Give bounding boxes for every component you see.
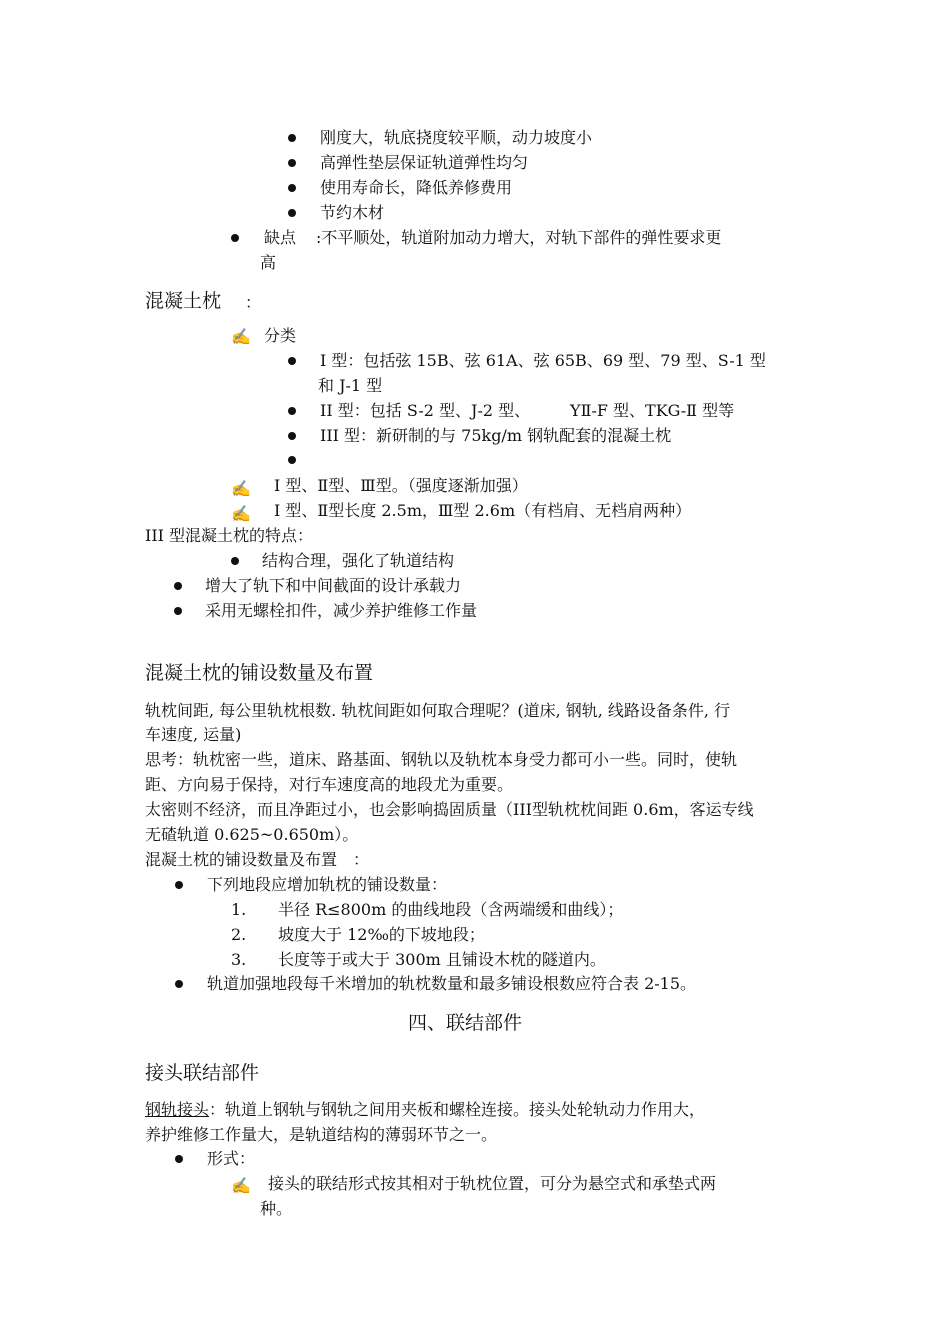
- list-number: 1.: [231, 900, 247, 919]
- paragraph: [145, 1099, 705, 1121]
- note-length: Ⅰ 型、Ⅱ型长度 2.5m，Ⅲ型 2.6m（有档肩、无档肩两种）: [274, 501, 692, 520]
- bullet: [175, 980, 183, 988]
- bullet: [174, 582, 182, 590]
- pen-icon: ✍: [231, 504, 251, 523]
- list-item: 节约木材: [320, 203, 385, 222]
- bullet: [288, 357, 296, 365]
- list-item: 接头的联结形式按其相对于轨枕位置，可分为悬空式和承垫式两: [268, 1174, 717, 1193]
- paragraph: 无碴轨道 0.625~0.650m）。: [145, 825, 359, 844]
- list-item: I 型：包括弦 15B、弦 61A、弦 65B、69 型、79 型、S-1 型: [320, 351, 766, 370]
- chapter-heading: 四、联结部件: [408, 1012, 523, 1034]
- bullet: [175, 1155, 183, 1163]
- list-item: 刚度大，轨底挠度较平顺，动力坡度小: [320, 128, 593, 147]
- list-item: 形式：: [207, 1149, 256, 1168]
- list-item-cont: 和 J-1 型: [318, 376, 383, 395]
- bullet: [288, 407, 296, 415]
- pen-icon: ✍: [231, 479, 251, 498]
- list-item-cont: 种。: [260, 1199, 293, 1218]
- list-item: 增大了轨下和中间截面的设计承载力: [205, 576, 462, 595]
- list-number: 2.: [231, 925, 247, 944]
- paragraph: 思考：轨枕密一些，道床、路基面、钢轨以及轨枕本身受力都可小一些。同时，使轨: [145, 750, 738, 769]
- bullet: [174, 607, 182, 615]
- classify-label: 分类: [264, 326, 297, 345]
- bullet: [288, 456, 296, 464]
- paragraph: 车速度, 运量): [145, 725, 242, 744]
- disadv-text-cont: 高: [260, 253, 277, 272]
- list-item: 坡度大于 12‰的下坡地段；: [278, 925, 485, 944]
- list-item: 长度等于或大于 300m 且铺设木枕的隧道内。: [278, 950, 606, 969]
- bullet: [288, 134, 296, 142]
- section-heading: 混凝土枕: [145, 290, 222, 312]
- list-number: 3.: [231, 950, 247, 969]
- list-item: 高弹性垫层保证轨道弹性均匀: [320, 153, 529, 172]
- list-item: III 型：新研制的与 75kg/m 钢轨配套的混凝土枕: [320, 426, 672, 445]
- paragraph: 养护维修工作量大，是轨道结构的薄弱环节之一。: [145, 1125, 498, 1144]
- bullet: [175, 881, 183, 889]
- paragraph: 太密则不经济，而且净距过小，也会影响捣固质量（III型轨枕枕间距 0.6m，客运专线: [145, 800, 754, 819]
- paragraph: III 型混凝土枕的特点：: [145, 526, 314, 545]
- paragraph: 混凝土枕的铺设数量及布置 ：: [145, 850, 370, 869]
- bullet: [231, 557, 239, 565]
- section-heading: 混凝土枕的铺设数量及布置: [145, 662, 374, 684]
- disadv-label: 缺点: [264, 228, 297, 247]
- list-item: 使用寿命长，降低养修费用: [320, 178, 513, 197]
- bullet: [288, 209, 296, 217]
- disadv-text: :不平顺处，轨道附加动力增大，对轨下部件的弹性要求更: [316, 228, 722, 247]
- note-strength: Ⅰ 型、Ⅱ型、Ⅲ型。（强度逐渐加强）: [274, 476, 528, 495]
- list-item: 采用无螺栓扣件，减少养护维修工作量: [205, 601, 478, 620]
- term-definition: ：轨道上钢轨与钢轨之间用夹板和螺栓连接。接头处轮轨动力作用大，: [209, 1100, 706, 1119]
- paragraph: 轨枕间距, 每公里轨枕根数. 轨枕间距如何取合理呢？(道床, 钢轨, 线路设备条件, 行: [145, 701, 731, 720]
- pen-icon: ✍: [231, 327, 251, 346]
- bullet: [288, 159, 296, 167]
- bullet: [288, 432, 296, 440]
- list-item: II 型：包括 S-2 型、J-2 型、: [320, 401, 531, 420]
- bullet: [288, 184, 296, 192]
- section-heading: 接头联结部件: [145, 1062, 260, 1084]
- list-item: 半径 R≤800m 的曲线地段（含两端缓和曲线）；: [278, 900, 624, 919]
- pen-icon: ✍: [231, 1176, 251, 1195]
- list-item: 结构合理，强化了轨道结构: [262, 551, 455, 570]
- list-item: 轨道加强地段每千米增加的轨枕数量和最多铺设根数应符合表 2-15。: [207, 974, 697, 993]
- bullet: [231, 234, 239, 242]
- paragraph: 距、方向易于保持，对行车速度高的地段尤为重要。: [145, 775, 514, 794]
- heading-colon: ：: [245, 293, 262, 312]
- term-rail-joint: 钢轨接头: [145, 1100, 210, 1119]
- list-item: 下列地段应增加轨枕的铺设数量：: [207, 875, 448, 894]
- list-item: YⅡ-F 型、TKG-Ⅱ 型等: [570, 401, 735, 420]
